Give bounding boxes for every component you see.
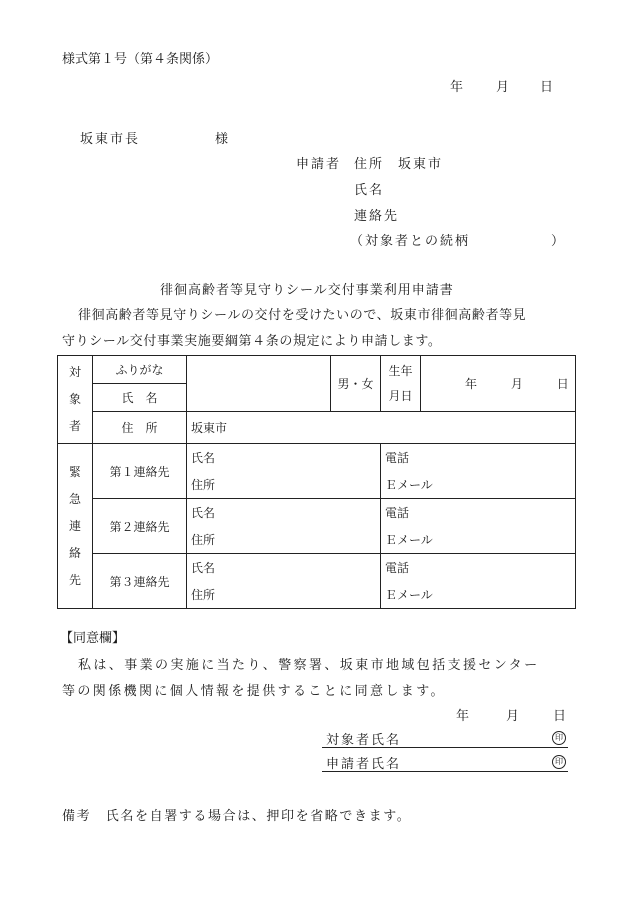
consent-heading: 【同意欄】 (60, 631, 126, 646)
gender-field[interactable]: 男・女 (331, 356, 381, 412)
applicant-label: 申請者 (296, 157, 342, 172)
contact-3-email[interactable]: Ｅメール (381, 581, 576, 609)
seal-icon: 印 (552, 755, 566, 769)
subject-name-field[interactable] (187, 356, 331, 412)
birth-date-field[interactable]: 年 月 日 (421, 356, 576, 412)
applicant-signature-line[interactable] (322, 751, 568, 772)
contact-1-email[interactable]: Ｅメール (381, 471, 576, 499)
applicant-relation-close: ） (551, 234, 565, 249)
contact-1-phone[interactable]: 電話 (381, 444, 576, 472)
month-label: 月 (496, 80, 510, 95)
contact-1-name[interactable]: 氏名 (187, 444, 381, 472)
consent-year: 年 (456, 709, 470, 724)
name-label: 氏 名 (93, 384, 187, 412)
applicant-name-label: 氏名 (354, 183, 385, 198)
form-number: 様式第１号（第４条関係） (62, 52, 219, 67)
intro-line-1: 徘徊高齢者等見守りシールの交付を受けたいので、坂東市徘徊高齢者等見 (78, 308, 527, 323)
emergency-header: 緊 急 連 絡 先 (58, 444, 93, 609)
subject-signature-label: 対象者氏名 (326, 733, 402, 748)
subject-signature-line[interactable] (322, 727, 568, 748)
consent-day: 日 (553, 709, 567, 724)
intro-line-2: 守りシール交付事業実施要綱第４条の規定により申請します。 (62, 334, 442, 349)
remarks-note: 備考 氏名を自署する場合は、押印を省略できます。 (62, 809, 412, 824)
contact-2-label: 第２連絡先 (93, 499, 187, 554)
applicant-address-label: 住所 (354, 157, 385, 172)
day-label: 日 (540, 80, 554, 95)
contact-1-address[interactable]: 住所 (187, 471, 381, 499)
subject-header: 対 象 者 (58, 356, 93, 444)
seal-icon: 印 (552, 731, 566, 745)
consent-line-2: 等の関係機関に個人情報を提供することに同意します。 (62, 684, 446, 699)
contact-3-phone[interactable]: 電話 (381, 554, 576, 582)
addressee: 坂東市長 様 (80, 132, 231, 147)
applicant-contact-label: 連絡先 (354, 209, 400, 224)
contact-2-address[interactable]: 住所 (187, 526, 381, 554)
birth-label: 生年 月日 (381, 356, 421, 412)
furigana-label: ふりがな (93, 356, 187, 384)
consent-line-1: 私は、事業の実施に当たり、警察署、坂東市地域包括支援センター (78, 658, 540, 673)
consent-month: 月 (506, 709, 520, 724)
contact-1-label: 第１連絡先 (93, 444, 187, 499)
application-table (57, 355, 576, 609)
document-title: 徘徊高齢者等見守りシール交付事業利用申請書 (160, 283, 454, 298)
applicant-signature-label: 申請者氏名 (326, 757, 402, 772)
contact-3-label: 第３連絡先 (93, 554, 187, 609)
subject-address-field[interactable]: 坂東市 (187, 412, 576, 444)
year-label: 年 (450, 80, 464, 95)
applicant-relation-label: （対象者との続柄 (350, 234, 471, 249)
address-label: 住 所 (93, 412, 187, 444)
contact-3-address[interactable]: 住所 (187, 581, 381, 609)
contact-2-phone[interactable]: 電話 (381, 499, 576, 527)
contact-2-name[interactable]: 氏名 (187, 499, 381, 527)
applicant-address-value: 坂東市 (398, 157, 444, 172)
contact-2-email[interactable]: Ｅメール (381, 526, 576, 554)
contact-3-name[interactable]: 氏名 (187, 554, 381, 582)
